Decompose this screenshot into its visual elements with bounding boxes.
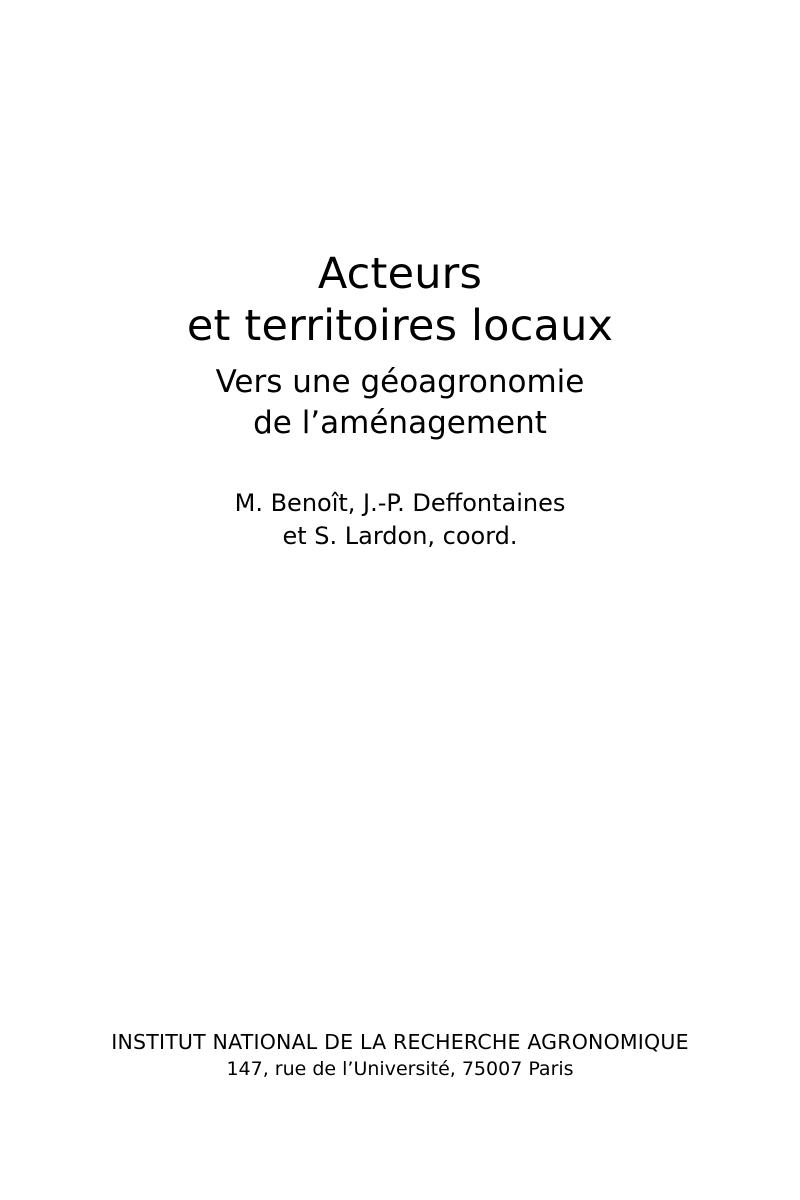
title-line-1: Acteurs xyxy=(317,249,483,299)
book-title xyxy=(0,248,800,352)
publisher xyxy=(0,1028,800,1082)
publisher-name: INSTITUT NATIONAL DE LA RECHERCHE AGRONOMIQUE xyxy=(111,1030,689,1054)
subtitle-line-1: Vers une géoagronomie xyxy=(215,364,585,400)
title-line-2: et territoires locaux xyxy=(186,301,614,351)
authors xyxy=(0,487,800,553)
subtitle-line-2: de l’aménagement xyxy=(253,405,547,441)
authors-line-2: et S. Lardon, coord. xyxy=(282,522,518,550)
book-subtitle xyxy=(0,362,800,444)
publisher-address: 147, rue de l’Université, 75007 Paris xyxy=(226,1058,574,1080)
authors-line-1: M. Benoît, J.-P. Deffontaines xyxy=(234,489,566,517)
